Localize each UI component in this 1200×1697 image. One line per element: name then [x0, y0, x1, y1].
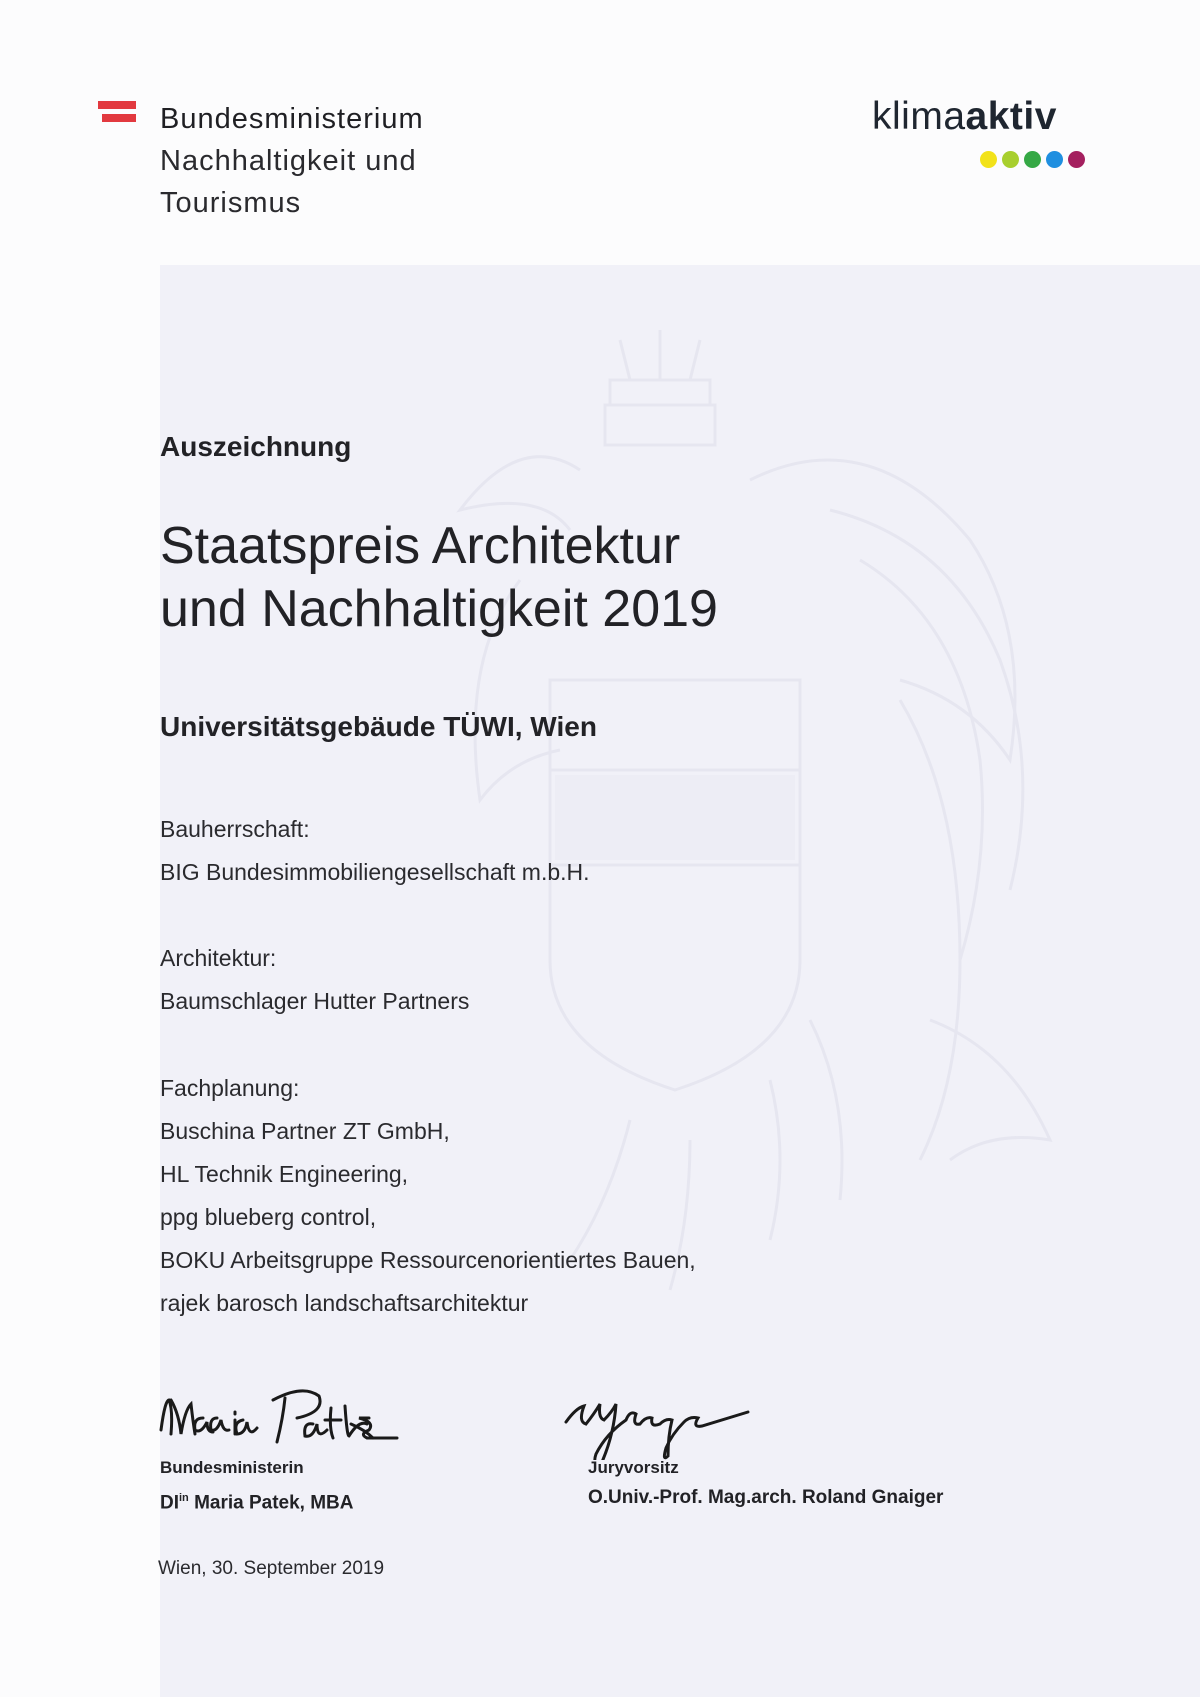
engineering-value: HL Technik Engineering,: [160, 1161, 409, 1187]
architecture-value: Baumschlager Hutter Partners: [160, 988, 470, 1014]
architecture-label: Architektur:: [160, 945, 277, 971]
engineering-value: ppg blueberg control,: [160, 1204, 377, 1230]
klimaaktiv-wordmark-light: klima: [872, 95, 966, 138]
klimaaktiv-dots: [980, 151, 1090, 173]
austria-flag-bottom-bar: [102, 114, 136, 122]
minister-signature: [155, 1378, 415, 1458]
ministry-name-line-1: Bundesministerium: [160, 103, 424, 135]
klimaaktiv-logo: [872, 95, 1112, 185]
minister-role: Bundesministerin: [160, 1458, 304, 1477]
engineering-label: Fachplanung:: [160, 1075, 300, 1101]
klimaaktiv-dot-lime: [1002, 151, 1019, 168]
client-label: Bauherrschaft:: [160, 816, 310, 842]
klimaaktiv-wordmark-bold: aktiv: [965, 95, 1057, 138]
issue-date: Wien, 30. September 2019: [158, 1558, 385, 1579]
engineering-value: rajek barosch landschaftsarchitektur: [160, 1290, 529, 1316]
ministry-name: [160, 98, 520, 224]
minister-title-prefix: DI: [160, 1492, 179, 1514]
klimaaktiv-dot-blue: [1046, 151, 1063, 168]
ministry-name-line-3: Tourismus: [160, 187, 302, 219]
architecture-section: [160, 937, 469, 1023]
klimaaktiv-wordmark: [872, 95, 1112, 139]
project-name: Universitätsgebäude TÜWI, Wien: [160, 711, 597, 742]
minister-signature-block: [160, 1453, 354, 1518]
jury-chair-signature: [560, 1380, 800, 1460]
minister-name: [160, 1483, 354, 1518]
jury-chair-signature-block: [588, 1453, 943, 1513]
minister-title-superscript: in: [179, 1492, 189, 1504]
klimaaktiv-dot-green: [1024, 151, 1041, 168]
jury-chair-role: Juryvorsitz: [588, 1458, 679, 1477]
engineering-value: BOKU Arbeitsgruppe Ressourcenorientiertes Bauen,: [160, 1247, 696, 1273]
austria-flag-top-bar: [98, 101, 136, 109]
ministry-name-line-2: Nachhaltigkeit und: [160, 145, 417, 177]
award-type: Auszeichnung: [160, 431, 352, 462]
client-section: [160, 808, 590, 894]
engineering-section: [160, 1067, 696, 1325]
engineering-value: Buschina Partner ZT GmbH,: [160, 1118, 450, 1144]
award-title-line-1: Staatspreis Architektur: [160, 517, 681, 575]
jury-chair-name: O.Univ.-Prof. Mag.arch. Roland Gnaiger: [588, 1487, 944, 1508]
klimaaktiv-dot-yellow: [980, 151, 997, 168]
client-value: BIG Bundesimmobiliengesellschaft m.b.H.: [160, 859, 590, 885]
minister-full-name: Maria Patek, MBA: [194, 1492, 354, 1514]
klimaaktiv-dot-magenta: [1068, 151, 1085, 168]
award-title: [160, 515, 718, 641]
award-title-line-2: und Nachhaltigkeit 2019: [160, 580, 718, 638]
